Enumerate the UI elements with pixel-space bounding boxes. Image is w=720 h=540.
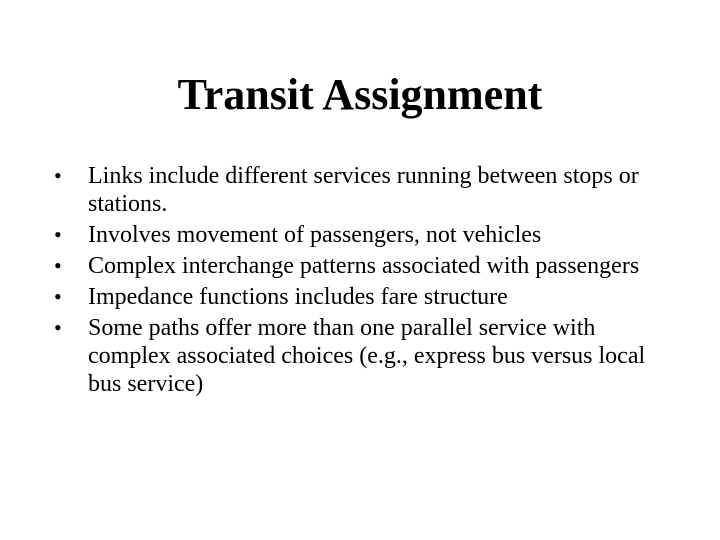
bullet-icon: • [54,163,62,188]
slide-title: Transit Assignment [177,70,543,119]
bullet-item [54,162,674,218]
bullet-item [54,314,674,398]
bullet-item [54,252,674,280]
bullet-list [54,162,674,401]
bullet-text: Links include different services running between stops or stations. [88,163,639,217]
bullet-icon: • [54,284,62,309]
bullet-item [54,221,674,249]
bullet-icon: • [54,253,62,278]
bullet-text: Some paths offer more than one parallel service with complex associated choices (e.g., express bus versus local bus service) [88,315,646,397]
bullet-icon: • [54,222,62,247]
bullet-icon: • [54,315,62,340]
bullet-text: Impedance functions includes fare structure [88,284,508,310]
bullet-text: Complex interchange patterns associated with passengers [88,253,640,279]
bullet-item [54,283,674,311]
bullet-text: Involves movement of passengers, not vehicles [88,222,542,248]
